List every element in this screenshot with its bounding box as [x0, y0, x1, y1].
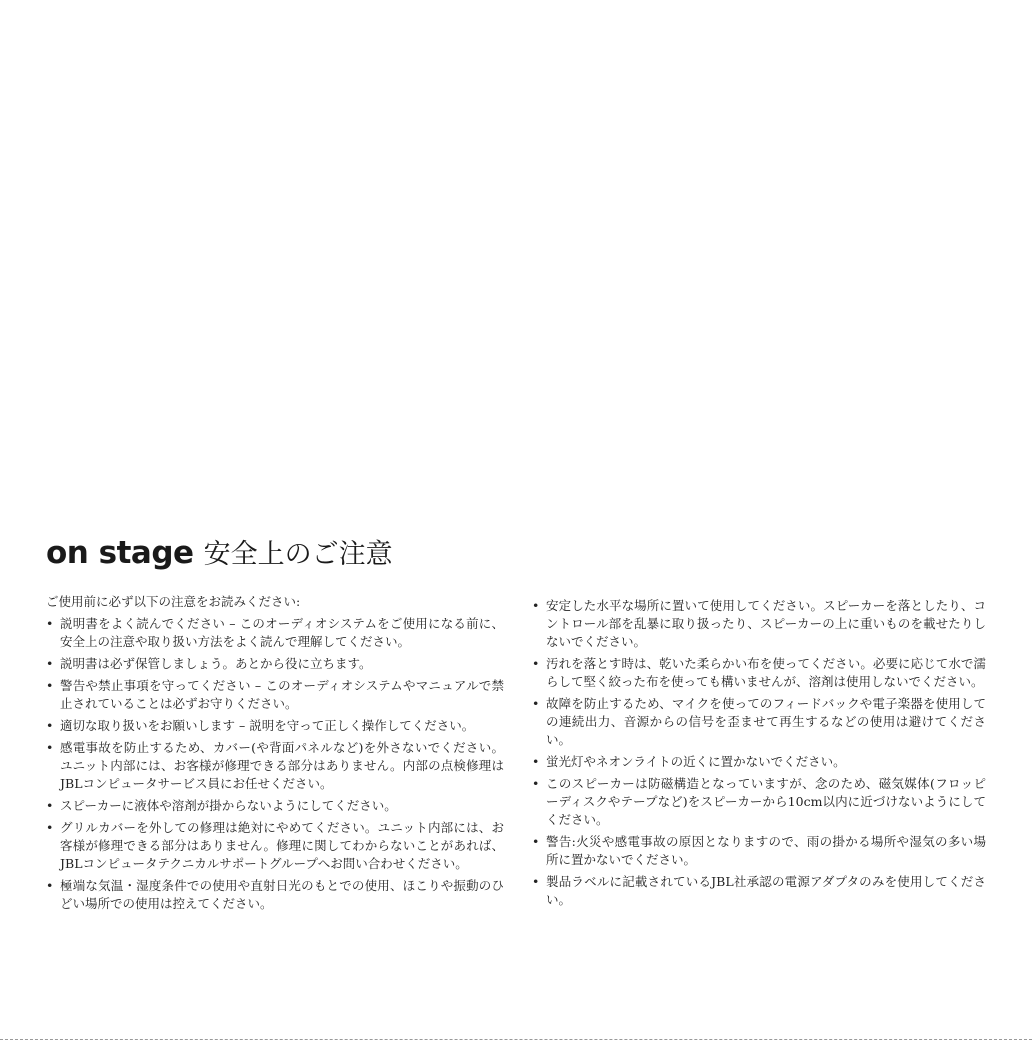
left-bullet-list: [46, 615, 504, 913]
bullet-icon: •: [46, 820, 54, 835]
list-item-text: 警告:火災や感電事故の原因となりますので、雨の掛かる場所や湿気の多い場所に置かないでください。: [546, 834, 986, 867]
list-item-text: グリルカバーを外しての修理は絶対にやめてください。ユニット内部には、お客様が修理できる部分はありません。修理に関してわからないことがあれば、JBLコンピュータテクニカルサポートグループへお問い合わせください。: [60, 820, 504, 871]
bullet-icon: •: [46, 678, 54, 693]
list-item: [532, 775, 986, 829]
list-item: [532, 753, 986, 771]
list-item-text: このスピーカーは防磁構造となっていますが、念のため、磁気媒体(フロッピーディスクやテープなど)をスピーカーから10cm以内に近づけないようにしてください。: [546, 776, 986, 827]
list-item: [46, 797, 504, 815]
bullet-icon: •: [46, 740, 54, 755]
list-item-text: 説明書は必ず保管しましょう。あとから役に立ちます。: [60, 656, 372, 671]
bullet-icon: •: [532, 696, 540, 711]
list-item: [46, 877, 504, 913]
list-item: [46, 819, 504, 873]
bullet-icon: •: [532, 656, 540, 671]
list-item-text: 適切な取り扱いをお願いします – 説明を守って正しく操作してください。: [60, 718, 475, 733]
list-item: [46, 677, 504, 713]
bullet-icon: •: [532, 776, 540, 791]
bullet-icon: •: [46, 878, 54, 893]
intro-text: ご使用前に必ず以下の注意をお読みください:: [46, 594, 301, 609]
bullet-icon: •: [46, 798, 54, 813]
bullet-icon: •: [532, 754, 540, 769]
list-item-text: 製品ラベルに記載されているJBL社承認の電源アダプタのみを使用してください。: [546, 874, 986, 907]
list-item-text: 蛍光灯やネオンライトの近くに置かないでください。: [546, 754, 846, 769]
left-column: [46, 593, 504, 917]
right-column: [532, 597, 986, 913]
list-item-text: 安定した水平な場所に置いて使用してください。スピーカーを落としたり、コントロール部を乱暴に取り扱ったり、スピーカーの上に重いものを載せたりしないでください。: [546, 598, 986, 649]
bullet-icon: •: [46, 656, 54, 671]
list-item-text: スピーカーに液体や溶剤が掛からないようにしてください。: [60, 798, 397, 813]
section-heading: 安全上のご注意: [203, 539, 393, 570]
list-item: [532, 833, 986, 869]
list-item-text: 極端な気温・湿度条件での使用や直射日光のもとでの使用、ほこりや振動のひどい場所での使用は控えてください。: [60, 878, 504, 911]
bullet-icon: •: [532, 874, 540, 889]
list-item-text: 汚れを落とす時は、乾いた柔らかい布を使ってください。必要に応じて水で濡らして堅く絞った布を使っても構いませんが、溶剤は使用しないでください。: [546, 656, 986, 689]
bullet-icon: •: [46, 616, 54, 631]
list-item: [532, 597, 986, 651]
list-item-text: 説明書をよく読んでください – このオーディオシステムをご使用になる前に、安全上の注意や取り扱い方法をよく読んで理解してください。: [60, 616, 504, 649]
list-item: [46, 739, 504, 793]
list-item: [532, 655, 986, 691]
list-item-text: 感電事故を防止するため、カバー(や背面パネルなど)を外さないでください。ユニット内部には、お客様が修理できる部分はありません。内部の点検修理はJBLコンピュータサービス員にお任せください。: [60, 740, 504, 791]
list-item: [46, 655, 504, 673]
right-bullet-list: [532, 597, 986, 909]
list-item-text: 故障を防止するため、マイクを使ってのフィードバックや電子楽器を使用しての連続出力、音源からの信号を歪ませて再生するなどの使用は避けてください。: [546, 696, 986, 747]
list-item: [532, 695, 986, 749]
bullet-icon: •: [532, 834, 540, 849]
list-item: [46, 615, 504, 651]
bullet-icon: •: [46, 718, 54, 733]
page-title: [46, 532, 393, 575]
list-item: [46, 717, 504, 735]
bullet-icon: •: [532, 598, 540, 613]
list-item-text: 警告や禁止事項を守ってください – このオーディオシステムやマニュアルで禁止されていることは必ずお守りください。: [60, 678, 504, 711]
list-item: [532, 873, 986, 909]
brand-name: on stage: [46, 535, 194, 571]
